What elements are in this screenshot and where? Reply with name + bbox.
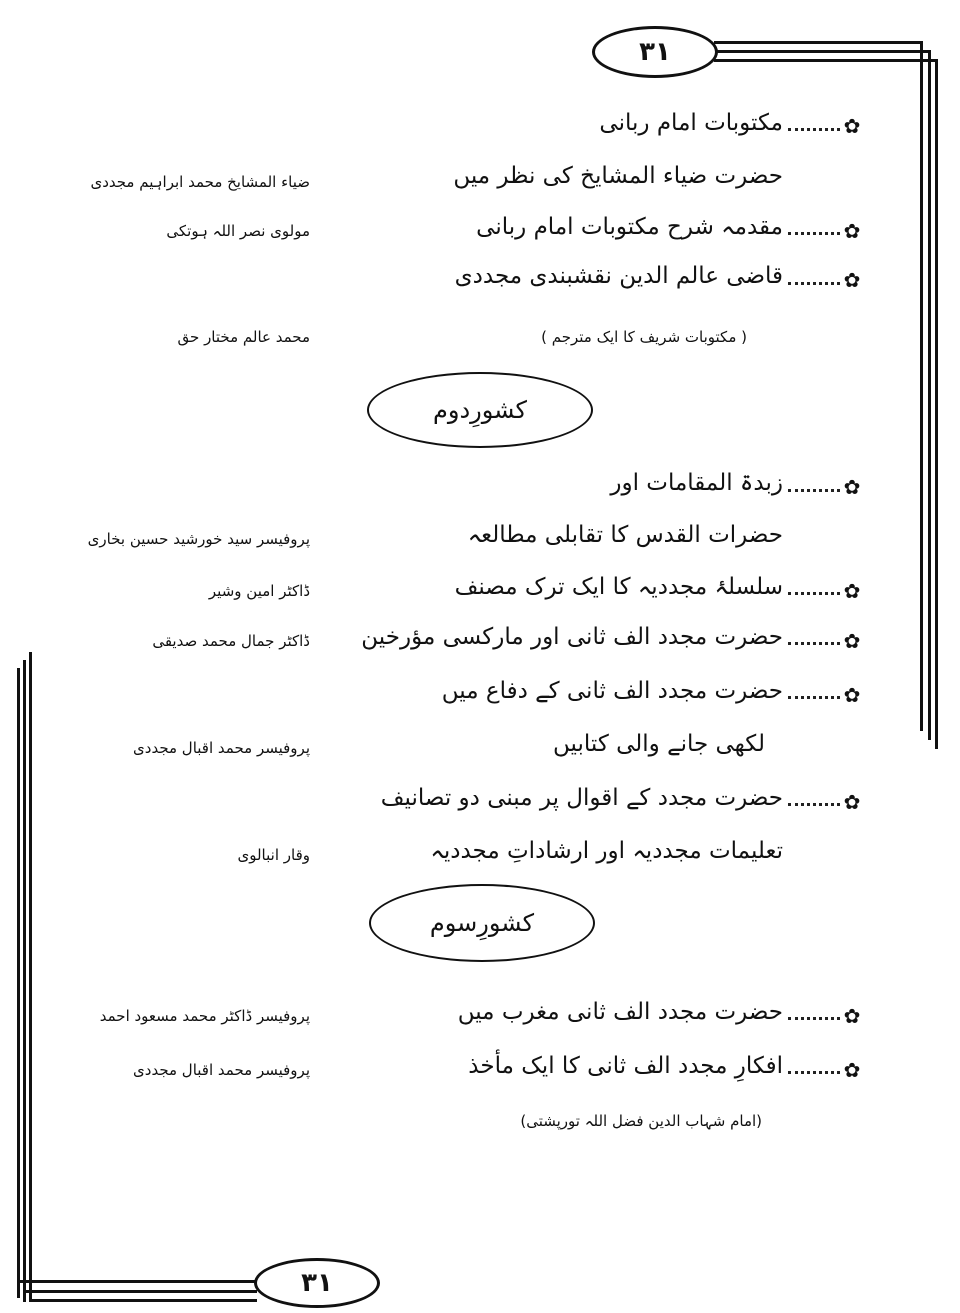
frame-line (714, 41, 922, 44)
flower-bullet-icon: ✿ (843, 790, 861, 814)
leader-dots (788, 278, 840, 285)
entry-author: ڈاکٹر امین وشیر (208, 582, 310, 600)
entry-title: مقدمہ شرح مکتوبات امام ربانی (476, 214, 783, 240)
leader-dots (788, 799, 840, 806)
leader-dots (788, 1067, 840, 1074)
frame-line (23, 660, 26, 1302)
frame-line (714, 50, 929, 53)
frame-line (920, 41, 923, 731)
section-heading-three: کشورِسوم (369, 884, 595, 962)
entry-author: وقار انبالوی (237, 846, 310, 864)
entry-note: ( مکتوبات شریف کا ایک مترجم ) (541, 328, 747, 346)
flower-bullet-icon: ✿ (843, 1058, 861, 1082)
leader-dots (788, 228, 840, 235)
frame-line (23, 1290, 257, 1293)
frame-line (29, 652, 32, 1302)
leader-dots (788, 1013, 840, 1020)
entry-title: حضرت مجدد الف ثانی اور مارکسی مؤرخین (361, 624, 783, 650)
entry-title: حضرت مجدد الف ثانی مغرب میں (457, 999, 783, 1025)
frame-line (29, 1299, 257, 1302)
frame-line (928, 50, 931, 740)
flower-bullet-icon: ✿ (843, 1004, 861, 1028)
frame-line (17, 668, 20, 1298)
entry-title: حضرت ضیاء المشایخ کی نظر میں (453, 163, 783, 189)
entry-title: افکارِ مجدد الف ثانی کا ایک مأخذ (468, 1053, 783, 1079)
entry-author: پروفیسر ڈاکٹر محمد مسعود احمد (99, 1007, 310, 1025)
frame-line (714, 59, 936, 62)
entry-author: پروفیسر محمد اقبال مجددی (133, 1061, 310, 1079)
entry-title: زبدۃ المقامات اور (610, 470, 783, 496)
entry-author: محمد عالم مختار حق (177, 328, 310, 346)
entry-author: ضیاء المشایخ محمد ابراہیم مجددی (90, 173, 310, 191)
entry-title: قاضی عالم الدین نقشبندی مجددی (454, 263, 783, 289)
entry-title: سلسلۂ مجددیہ کا ایک ترک مصنف (454, 574, 783, 600)
leader-dots (788, 588, 840, 595)
leader-dots (788, 124, 840, 131)
page-number-top: ۳۱ (592, 26, 718, 78)
section-heading-two: کشورِدوم (367, 372, 593, 448)
flower-bullet-icon: ✿ (843, 579, 861, 603)
entry-title: حضرت مجدد الف ثانی کے دفاع میں (441, 678, 783, 704)
entry-note: (امام شہاب الدین فضل اللہ تورپشتی) (520, 1112, 762, 1130)
leader-dots (788, 692, 840, 699)
leader-dots (788, 485, 840, 492)
entry-author: پروفیسر محمد اقبال مجددی (133, 739, 310, 757)
entry-author: ڈاکٹر جمال محمد صدیقی (152, 632, 310, 650)
entry-title: تعلیمات مجددیہ اور ارشاداتِ مجددیہ (430, 838, 783, 864)
entry-author: مولوی نصر اللہ ہوتکی (166, 222, 310, 240)
frame-line (17, 1280, 257, 1283)
entry-title: حضرات القدس کا تقابلی مطالعہ (467, 522, 783, 548)
entry-title: حضرت مجدد کے اقوال پر مبنی دو تصانیف (380, 785, 783, 811)
entry-title: مکتوبات امام ربانی (599, 110, 783, 136)
flower-bullet-icon: ✿ (843, 629, 861, 653)
flower-bullet-icon: ✿ (843, 268, 861, 292)
frame-line (935, 59, 938, 749)
flower-bullet-icon: ✿ (843, 219, 861, 243)
page-number-bottom: ۳۱ (254, 1258, 380, 1308)
entry-title: لکھی جانے والی کتابیں (553, 731, 765, 757)
flower-bullet-icon: ✿ (843, 683, 861, 707)
flower-bullet-icon: ✿ (843, 475, 861, 499)
flower-bullet-icon: ✿ (843, 114, 861, 138)
entry-author: پروفیسر سید خورشید حسین بخاری (87, 530, 310, 548)
leader-dots (788, 638, 840, 645)
